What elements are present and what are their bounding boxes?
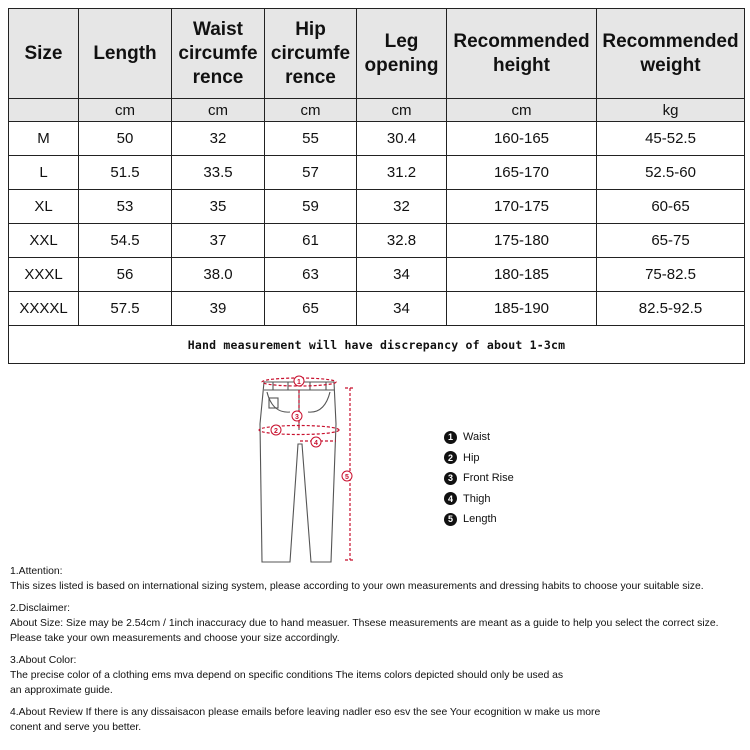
table-cell: 56 (79, 258, 172, 292)
legend-number-icon: 5 (444, 513, 457, 526)
size-cell: XL (9, 190, 79, 224)
legend-item (444, 448, 514, 469)
table-cell: 54.5 (79, 224, 172, 258)
legend-label: Thigh (463, 492, 491, 505)
measurement-note-row (9, 326, 745, 364)
header-line: Hip (295, 18, 326, 40)
table-cell: 53 (79, 190, 172, 224)
header-line: Recommended (453, 30, 590, 52)
table-cell: 57.5 (79, 292, 172, 326)
note-disclaimer (10, 601, 746, 646)
table-cell: 65 (265, 292, 357, 326)
table-cell: 39 (172, 292, 265, 326)
header-recommended-weight (597, 9, 745, 99)
header-line: Waist (193, 18, 243, 40)
table-cell: 170-175 (447, 190, 597, 224)
table-cell: 50 (79, 122, 172, 156)
notes-section (10, 564, 746, 742)
units-row (9, 99, 745, 122)
header-line: height (493, 54, 550, 76)
table-cell: 61 (265, 224, 357, 258)
header-line: Recommended (602, 30, 739, 52)
note-color (10, 653, 746, 698)
header-hip (265, 9, 357, 99)
table-row (9, 258, 745, 292)
unit-cell: cm (79, 99, 172, 122)
note-line: Please take your own measurements and choose your size accordingly. (10, 633, 340, 644)
table-cell: 35 (172, 190, 265, 224)
marker-5-label: 5 (345, 474, 349, 481)
note-line: About Size: Size may be 2.54cm / 1inch inaccuracy due to hand measuer. Thsese measurements are meant as a guide to help you select the correct size. (10, 618, 719, 629)
table-cell: 32 (172, 122, 265, 156)
table-cell: 34 (357, 258, 447, 292)
table-cell: 160-165 (447, 122, 597, 156)
note-title: 3.About Color: (10, 655, 77, 666)
table-cell: 165-170 (447, 156, 597, 190)
marker-2-label: 2 (274, 428, 278, 435)
header-line: circumfe (178, 42, 258, 64)
header-line: opening (364, 54, 439, 76)
table-cell: 33.5 (172, 156, 265, 190)
unit-cell: cm (447, 99, 597, 122)
table-cell: 37 (172, 224, 265, 258)
size-cell: L (9, 156, 79, 190)
note-line: conent and serve you better. (10, 722, 142, 733)
table-row (9, 122, 745, 156)
table-row (9, 292, 745, 326)
header-line: weight (640, 54, 701, 76)
note-attention (10, 564, 746, 594)
unit-cell: cm (172, 99, 265, 122)
measurement-markers (271, 376, 352, 481)
legend-label: Front Rise (463, 472, 514, 485)
table-cell: 30.4 (357, 122, 447, 156)
note-title: 2.Disclaimer: (10, 603, 71, 614)
legend-label: Waist (463, 431, 491, 444)
table-cell: 34 (357, 292, 447, 326)
size-cell: XXXL (9, 258, 79, 292)
note-title: 4.About Review If there is any dissaisacon please emails before leaving nadler eso esv the see Your ecognition w make us more (10, 707, 601, 718)
unit-cell (9, 99, 79, 122)
marker-3-label: 3 (295, 414, 299, 421)
table-header-row (9, 9, 745, 99)
pants-measurement-diagram (240, 372, 370, 572)
legend-label: Length (463, 513, 497, 526)
header-leg-opening (357, 9, 447, 99)
unit-cell: cm (357, 99, 447, 122)
table-cell: 180-185 (447, 258, 597, 292)
legend-number-icon: 3 (444, 472, 457, 485)
table-cell: 65-75 (597, 224, 745, 258)
unit-cell: kg (597, 99, 745, 122)
table-cell: 63 (265, 258, 357, 292)
table-cell: 175-180 (447, 224, 597, 258)
table-cell: 32 (357, 190, 447, 224)
table-cell: 45-52.5 (597, 122, 745, 156)
legend-item (444, 468, 514, 489)
header-recommended-height (447, 9, 597, 99)
measurement-note: Hand measurement will have discrepancy of about 1-3cm (9, 326, 745, 364)
header-size (9, 9, 79, 99)
legend-item (444, 489, 514, 510)
table-cell: 51.5 (79, 156, 172, 190)
note-line: an approximate guide. (10, 685, 113, 696)
table-row (9, 190, 745, 224)
header-line: Size (24, 42, 63, 64)
note-title: 1.Attention: (10, 566, 63, 577)
table-row (9, 156, 745, 190)
table-cell: 60-65 (597, 190, 745, 224)
table-cell: 52.5-60 (597, 156, 745, 190)
measurement-legend (444, 427, 514, 530)
table-cell: 59 (265, 190, 357, 224)
table-row (9, 224, 745, 258)
header-length (79, 9, 172, 99)
table-cell: 82.5-92.5 (597, 292, 745, 326)
table-cell: 38.0 (172, 258, 265, 292)
table-cell: 55 (265, 122, 357, 156)
marker-1-label: 1 (297, 379, 301, 386)
table-cell: 57 (265, 156, 357, 190)
size-cell: XXL (9, 224, 79, 258)
note-line: The precise color of a clothing ems mva depend on specific conditions The items colors depicted should only be used as (10, 670, 564, 681)
note-review (10, 705, 746, 735)
legend-label: Hip (463, 451, 480, 464)
header-line: rence (285, 66, 336, 88)
size-cell: XXXXL (9, 292, 79, 326)
table-cell: 75-82.5 (597, 258, 745, 292)
table-cell: 185-190 (447, 292, 597, 326)
note-line: This sizes listed is based on international sizing system, please according to your own measurements and dressing habits to choose your suitable size. (10, 581, 704, 592)
pants-outline-icon (260, 382, 336, 562)
size-chart-table (8, 8, 745, 364)
legend-number-icon: 4 (444, 492, 457, 505)
legend-item (444, 509, 514, 530)
size-cell: M (9, 122, 79, 156)
header-line: Length (93, 42, 157, 64)
table-cell: 32.8 (357, 224, 447, 258)
table-cell: 31.2 (357, 156, 447, 190)
header-line: rence (192, 66, 244, 88)
marker-4-label: 4 (314, 440, 318, 447)
legend-number-icon: 1 (444, 431, 457, 444)
legend-number-icon: 2 (444, 451, 457, 464)
header-line: Leg (384, 30, 419, 52)
header-line: circumfe (270, 42, 351, 64)
unit-cell: cm (265, 99, 357, 122)
legend-item (444, 427, 514, 448)
header-waist (172, 9, 265, 99)
